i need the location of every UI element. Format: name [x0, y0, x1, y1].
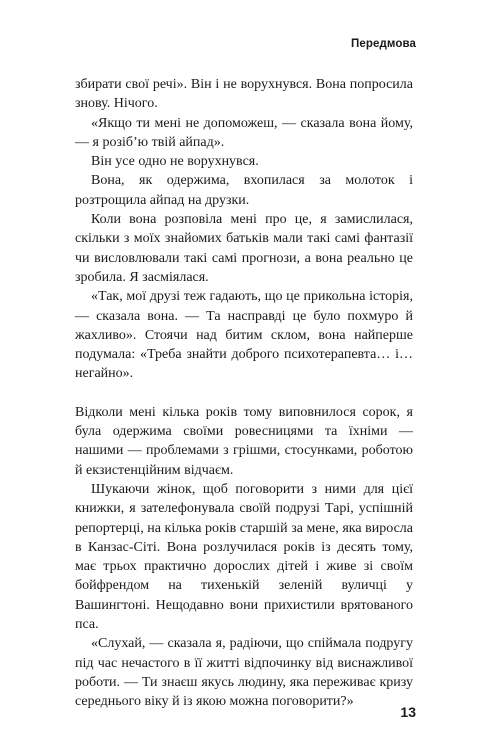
paragraph: Відколи мені кілька років тому виповнилося сорок, я була одержима своїми ровесницями та їхніми — нашими — проблемами з грішми, стосунками, роботою й екзистенційним відчаєм.	[75, 404, 413, 478]
paragraph: «Якщо ти мені не допоможеш, — сказала вона йому, — я розіб’ю твій айпад».	[75, 115, 413, 150]
paragraph: Вона, як одержима, вхопилася за молоток і розтрощила айпад на друзки.	[75, 173, 413, 208]
paragraph: Шукаючи жінок, щоб поговорити з ними для цієї книжки, я зателефонувала своїй подрузі Тарі, успішній репортерці, на кілька років старшій за мене, яка виросла в Канзас-Сіті. Вона розлучилася років із десять тому, має трьох практично дорослих дітей і живе зі своїм бойфрендом на тихенькій зеленій вуличці у Вашингтоні. Нещодавно вони прихистили врятованого пса.	[75, 481, 413, 633]
page-number: 13	[400, 704, 416, 720]
paragraph: збирати свої речі». Він і не ворухнувся. Вона попросила знову. Нічого.	[75, 77, 413, 112]
paragraph: Він усе одно не ворухнувся.	[91, 154, 259, 170]
running-header: Передмова	[351, 38, 416, 50]
paragraph: Коли вона розповіла мені про це, я замислилася, скільки з моїх знайомих батьків мали такі самі фантазії чи висловлювали такі самі прогнози, а вона реально це зробила. Я засміялася.	[75, 212, 413, 285]
paragraph: «Так, мої друзі теж гадають, що це прикольна історія, — сказала вона. — Та насправді це було похмуро й жахливо». Стоячи над битим склом, вона найперше подумала: «Треба знайти доброго психотерапевта… і… негайно».	[75, 289, 413, 382]
paragraph: «Слухай, — сказала я, радіючи, що спіймала подругу під час нечастого в її житті відпочинку від виснажливої роботи. — Ти знаєш якусь людину, яка переживає кризу середнього віку й із якою можна поговорити?»	[75, 636, 413, 710]
body-text	[75, 75, 413, 712]
